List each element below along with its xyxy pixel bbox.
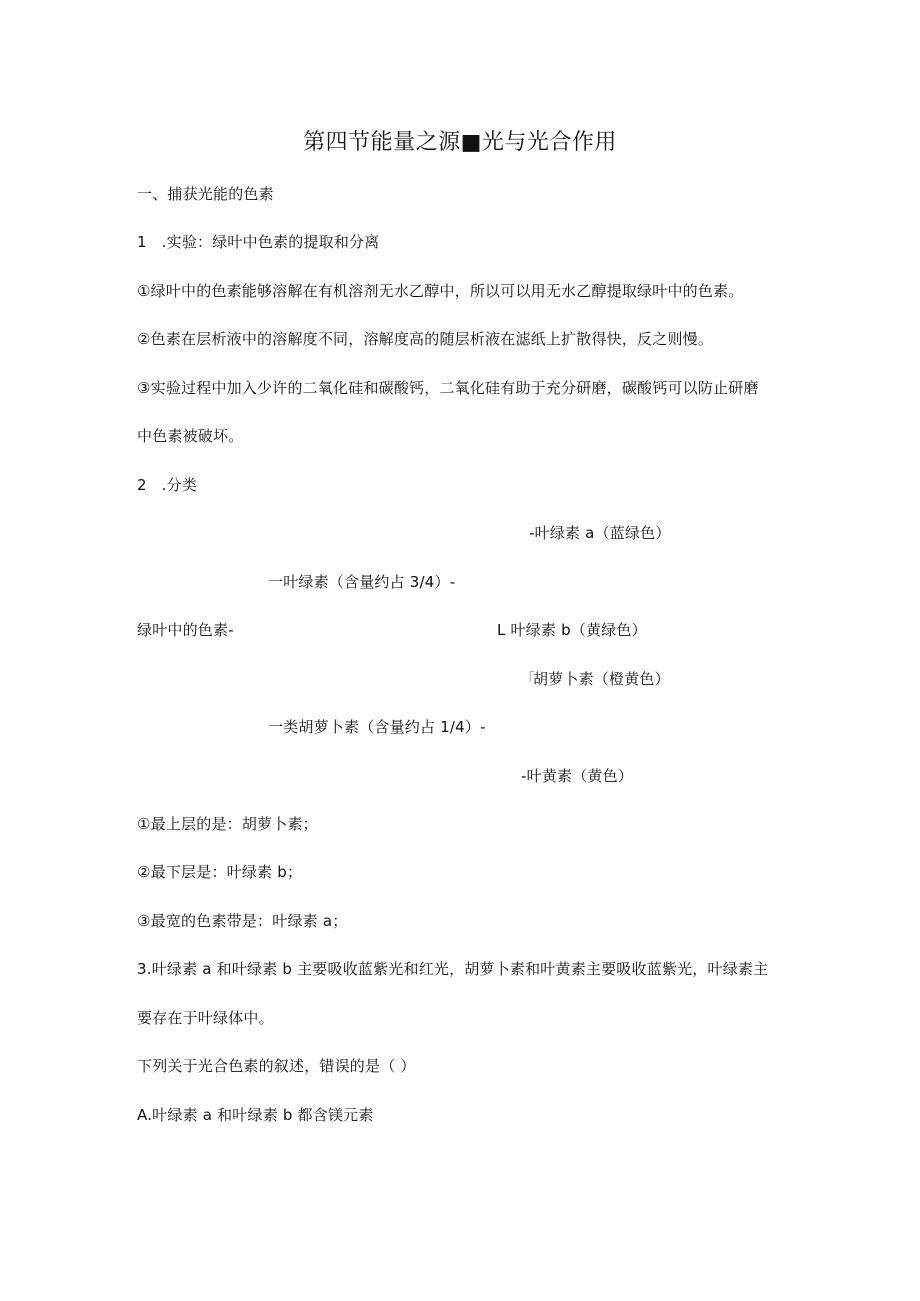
tree-carotenoid-group: 一类胡萝卜素（含量约占 1/4）- xyxy=(268,718,486,736)
tree-xanthophyll: -叶黄素（黄色） xyxy=(521,767,634,785)
paragraph-3-line-1: ③实验过程中加入少许的二氧化硅和碳酸钙，二氧化硅有助于充分研磨，碳酸钙可以防止研磨 xyxy=(137,379,759,397)
page-title: 第四节能量之源■光与光合作用 xyxy=(303,130,617,155)
result-2: ②最下层是：叶绿素 b； xyxy=(137,863,303,881)
item-1-heading: 1 .实验：绿叶中色素的提取和分离 xyxy=(137,233,380,251)
item-3-line-2: 要存在于叶绿体中。 xyxy=(137,1009,274,1027)
tree-bracket-mark: 「 xyxy=(520,670,536,688)
result-3: ③最宽的色素带是：叶绿素 a； xyxy=(137,912,348,930)
result-1: ①最上层的是：胡萝卜素； xyxy=(137,815,318,833)
tree-carotene: 胡萝卜素（橙黄色） xyxy=(533,670,670,688)
item-2-heading: 2 .分类 xyxy=(137,476,198,494)
item-3-line-1: 3.叶绿素 a 和叶绿素 b 主要吸收蓝紫光和红光，胡萝卜素和叶黄素主要吸收蓝紫光，叶绿素主 xyxy=(137,960,769,978)
paragraph-3-line-2: 中色素被破坏。 xyxy=(137,427,244,445)
tree-chlorophyll-b: L 叶绿素 b（黄绿色） xyxy=(497,621,647,639)
option-a: A.叶绿素 a 和叶绿素 b 都含镁元素 xyxy=(137,1106,374,1124)
question-stem: 下列关于光合色素的叙述，错误的是（ ） xyxy=(137,1057,416,1075)
paragraph-1: ①绿叶中的色素能够溶解在有机溶剂无水乙醇中，所以可以用无水乙醇提取绿叶中的色素。 xyxy=(137,282,744,300)
tree-root: 绿叶中的色素- xyxy=(137,621,234,639)
tree-chlorophyll-a: -叶绿素 a（蓝绿色） xyxy=(529,524,671,542)
section-heading: 一、捕获光能的色素 xyxy=(137,185,274,203)
tree-chlorophyll-group: 一叶绿素（含量约占 3/4）- xyxy=(268,573,456,591)
paragraph-2: ②色素在层析液中的溶解度不同，溶解度高的随层析液在滤纸上扩散得快，反之则慢。 xyxy=(137,330,714,348)
